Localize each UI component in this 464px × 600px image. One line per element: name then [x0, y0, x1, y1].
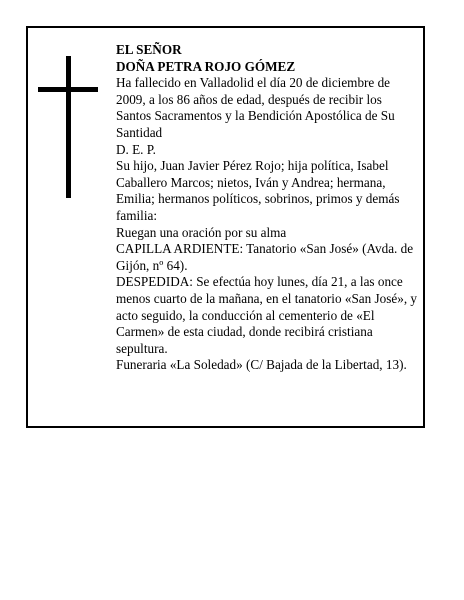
chapel-line: CAPILLA ARDIENTE: Tanatorio «San José» (Avda. de	[116, 241, 414, 257]
chapel-line: Gijón, nº 64).	[116, 257, 188, 273]
notice-line: Santos Sacramentos y la Bendición Apostólica de Su	[116, 108, 395, 124]
farewell-line: sepultura.	[116, 340, 168, 356]
cross-vertical-bar	[66, 56, 71, 198]
obituary-notice	[26, 26, 425, 428]
farewell-line: DESPEDIDA: Se efectúa hoy lunes, día 21, a las once	[116, 274, 403, 290]
notice-text	[116, 42, 428, 374]
family-line: Caballero Marcos; nietos, Iván y Andrea; hermana,	[116, 174, 386, 190]
funeral-home-line: Funeraria «La Soledad» (C/ Bajada de la Libertad, 13).	[116, 357, 407, 373]
family-line: Emilia; hermanos políticos, sobrinos, primos y demás	[116, 191, 400, 207]
rip-line: D. E. P.	[116, 141, 156, 157]
notice-line: 2009, a los 86 años de edad, después de recibir los	[116, 91, 382, 107]
farewell-line: Carmen» de esta ciudad, donde recibirá cristiana	[116, 324, 373, 340]
latin-cross-icon	[38, 56, 98, 198]
prayer-line: Ruegan una oración por su alma	[116, 224, 287, 240]
farewell-line: menos cuarto de la mañana, en el tanatorio «San José», y	[116, 290, 418, 306]
family-line: Su hijo, Juan Javier Pérez Rojo; hija política, Isabel	[116, 158, 389, 174]
notice-title: EL SEÑOR	[116, 42, 182, 57]
family-line: familia:	[116, 207, 158, 223]
notice-line: Santidad	[116, 124, 163, 140]
deceased-name: DOÑA PETRA ROJO GÓMEZ	[116, 58, 296, 74]
notice-line: Ha fallecido en Valladolid el día 20 de diciembre de	[116, 75, 391, 91]
farewell-line: acto seguido, la conducción al cementerio de «El	[116, 307, 375, 323]
cross-horizontal-bar	[38, 87, 98, 92]
